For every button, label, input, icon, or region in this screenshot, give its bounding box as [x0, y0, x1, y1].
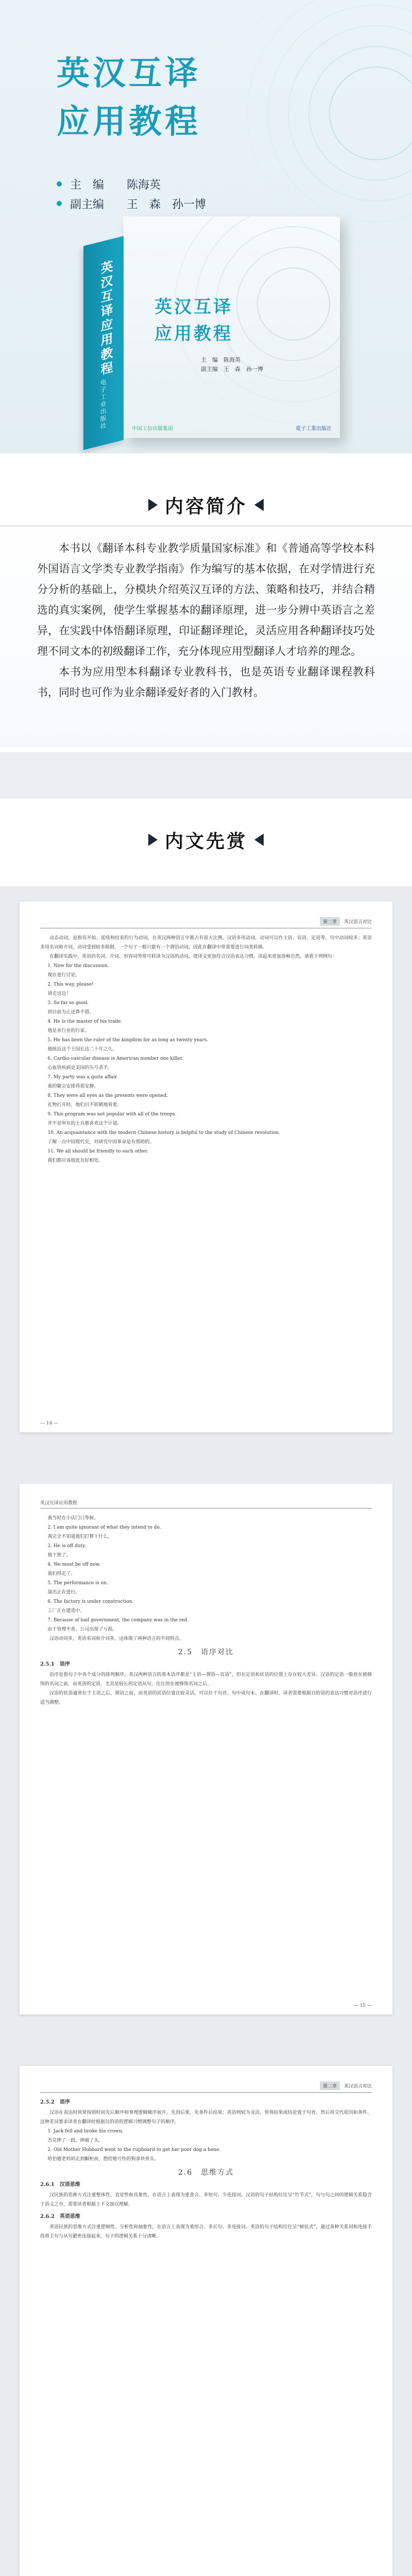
example-line: 由于管理不善，公司出现了亏损。 [47, 1627, 117, 1632]
chapter-title: 英汉语言对比 [344, 920, 372, 925]
example-line: 我当时在小店门口等候。 [47, 1516, 99, 1521]
chapter-label: 第二章 [320, 917, 340, 926]
example-line: 并不是所有的士兵都喜欢这个计划。 [47, 1121, 122, 1126]
page-body [40, 1514, 372, 1707]
sample-page-1 [20, 902, 392, 1432]
paragraph: 汉语在表达时常常按照时间先后顺序和事理逻辑顺序展开，先因后果，先条件后结果；英语则较为灵活，常将结果或结论置于句首，然后再交代原因和条件。这种差异要求译者在翻译时根据目的语的逻辑习惯调整句子的顺序。 [40, 2110, 372, 2125]
example-line: 哈伯德老妈妈走到橱柜前，想给她可怜的狗拿块骨头。 [47, 2157, 159, 2162]
example-line: 礼物打开时，他们目不转睛地看着。 [47, 1103, 122, 1108]
subsection-heading: 2.6.2 英语思维 [40, 2214, 80, 2219]
credit-role: 主 编 [70, 178, 105, 192]
intro-paragraph: 本书以《翻译本科专业教学质量国家标准》和《普通高等学校本科外国语言文学类专业教学指南》作为编写的基本依据，在对学情进行充分分析的基础上，分模块介绍英汉互译的方法、策略和技巧，并结合精选的真实案例，使学生掌握基本的翻译原理，进一步分辨中英语言之差异，在实践中体悟翻译原理，印证翻译理论，灵活应用各种翻译技巧处理不同文本的初级翻译工作，充分体现应用型翻译人才培养的理念。 [37, 542, 375, 657]
example-line: 2. This way, please! [47, 982, 94, 987]
example-line: 4. He is the master of his trade. [47, 1019, 123, 1024]
example-line: 请走这边！ [47, 991, 71, 996]
example-line: 9. This program was not popular with all of the troops. [47, 1112, 177, 1117]
triangle-left-icon [148, 834, 158, 846]
example-line: 10. An acquaintance with the modern Chinese history is helpful to the study of Chinese revolution. [47, 1130, 280, 1136]
example-line: 1. Jack fell and broke his crown. [47, 2129, 124, 2134]
publisher-group-logo: 中国工信出版集团 [132, 426, 173, 432]
example-line: 3. So far so good. [47, 1001, 89, 1006]
sample-page-3 [20, 2066, 392, 2576]
triangle-right-icon [254, 499, 264, 511]
example-line: 2. I am quite ignorant of what they intend to do. [47, 1525, 161, 1530]
spine-publisher: 电子工业出版社 [99, 378, 107, 431]
book-title [57, 49, 201, 146]
example-line: 3. He is off duty. [47, 1544, 86, 1549]
cover-title-line-1: 英汉互译 [154, 297, 233, 317]
credit-names: 王 森 孙一博 [127, 198, 207, 211]
subsection-heading: 2.5.1 语序 [40, 1662, 70, 1667]
example-line: 6. The factory is under construction. [47, 1599, 134, 1604]
example-line: 6. Cardio-vascular disease is American number one killer. [47, 1056, 183, 1061]
credit-editor [57, 174, 206, 194]
page-number: — 15 — [353, 2003, 372, 2008]
example-line: 杰克摔了一跤，摔破了头。 [47, 2138, 104, 2143]
section-header-preview [0, 814, 412, 866]
section-header-intro [0, 479, 412, 531]
example-line: 4. We must be off now. [47, 1562, 101, 1567]
example-line: 7. My party was a quite affair. [47, 1075, 118, 1080]
title-line-2: 应用教程 [57, 103, 201, 141]
example-line: 他是本行业的行家。 [47, 1028, 90, 1033]
triangle-left-icon [148, 499, 158, 511]
example-line: 7. Because of bad government, the company was in the red. [47, 1618, 189, 1623]
example-line: 8. They were all eyes as the presents were opened. [47, 1093, 168, 1098]
section-heading: 2.6 思维方式 [178, 2168, 234, 2177]
book-spine [83, 236, 124, 450]
paragraph: 汉民族的思维方式注重整体性、直觉性和具象性，在语言上表现为重意合、多短句、少连接词。汉语的句子结构往往呈“竹节式”，句与句之间的逻辑关系隐含于语义之中，需要读者根据上下文加以理解。 [40, 2193, 372, 2207]
example-line: 他统治这个王国长达二十年之久。 [47, 1047, 117, 1052]
example-line: 1. Now for the discussion. [47, 963, 109, 969]
example-line: 工厂正在建造中。 [47, 1608, 85, 1614]
publisher-logo: 電子工業出版社 [296, 426, 332, 432]
section-title: 内容简介 [164, 496, 247, 517]
book-mockup [83, 216, 351, 443]
example-line: 演出正在进行。 [47, 1590, 80, 1595]
cover-title [154, 294, 233, 347]
cover-credits [201, 355, 263, 374]
running-head [40, 1499, 372, 1506]
paragraph: 汉语的状语通常位于主语之后、谓语之前，而英语的状语位置比较灵活，可以位于句首、句中或句末。在翻译时，译者需要根据目的语的表达习惯对语序进行适当调整。 [40, 1691, 372, 1705]
book-title-header: 英汉互译应用教程 [40, 1501, 78, 1506]
credit-role: 副主编 [70, 198, 105, 211]
spine-title: 英汉互译应用教程 [98, 259, 113, 379]
chapter-label: 第二章 [320, 2081, 340, 2090]
section-heading: 2.5 语序对比 [178, 1648, 234, 1656]
divider [0, 526, 412, 527]
example-line: 我们都应该彼此友好相处。 [47, 1158, 104, 1163]
paragraph: 语序是指句子中各个成分的排列顺序。英汉两种语言的基本语序都是“主语—谓语—宾语”，但在定语和状语的位置上存在较大差异。汉语的定语一般放在被修饰的名词之前，而英语的定语，尤其是较长的定语从句，往往放在被修饰名词之后。 [40, 1672, 372, 1687]
bullet-icon [57, 201, 62, 206]
example-line: 了解一点中国现代史，对研究中国革命是有帮助的。 [47, 1140, 154, 1145]
paragraph: 在翻译实践中，英语的名词、介词、形容词等常可转译为汉语的动词，使译文更加符合汉语表达习惯，读起来更加流畅自然。请看下列例句： [49, 954, 337, 959]
header-rule [40, 1508, 372, 1509]
cover-credit-associates: 副主编 王 森 孙一博 [201, 366, 263, 372]
page-number: — 14 — [40, 1421, 59, 1426]
credit-associate-editors [57, 194, 206, 213]
bullet-icon [57, 181, 62, 187]
hero-banner [0, 0, 412, 453]
example-line: 5. He has been the ruler of the kingdom for as long as twenty years. [47, 1038, 209, 1043]
credit-names: 陈海英 [127, 178, 161, 192]
example-line: 2. Old Mother Hubbard went to the cupboard to get her poor dog a bone. [47, 2147, 221, 2153]
title-line-1: 英汉互译 [57, 55, 201, 93]
sample-page-2 [20, 1484, 392, 2014]
book-cover [124, 216, 340, 438]
example-line: 到目前为止还算不错。 [47, 1010, 94, 1015]
example-line: 心血管疾病是美国的头号杀手。 [47, 1065, 113, 1071]
example-line: 5. The performance is on. [47, 1581, 108, 1586]
divider-band [0, 752, 412, 799]
intro-text [37, 538, 375, 703]
example-line: 现在进行讨论。 [47, 973, 80, 978]
subsection-heading: 2.6.1 汉语思维 [40, 2182, 80, 2188]
page-body [40, 934, 372, 1165]
paragraph: 英语民族的思维方式注重逻辑性、分析性和抽象性，在语言上表现为重形合、多长句、多连接词。英语的句子结构往往呈“树状式”，通过各种关系词和连接手段将主句与从句紧密连接起来，句子的逻辑关系十分清晰。 [40, 2225, 372, 2239]
paragraph: 动态动词，是指有开始、延续和结束的行为动词，在英汉两种语言中都占有很大比例。汉语多用动词，动词可以作主语、宾语、定语等，句中动词较多；英语多用名词和介词，动词受到较多限制，一个句子一般只能有一个谓语动词，因此在翻译中常需要进行词类转换。 [40, 936, 372, 950]
example-line: 我完全不知道他们打算干什么。 [47, 1534, 113, 1539]
intro-paragraph: 本书为应用型本科翻译专业教科书，也是英语专业翻译课程教科书，同时也可作为业余翻译爱好者的入门教材。 [37, 666, 375, 699]
credits [57, 174, 206, 213]
example-line: 他下班了。 [47, 1553, 71, 1558]
running-head [40, 917, 372, 926]
cover-credit-editor: 主 编 陈海英 [201, 357, 241, 363]
page-body [40, 2098, 372, 2241]
paragraph: 汉语动词多，英语名词和介词多，这体现了两种语言的不同特点。 [49, 1636, 184, 1641]
section-title: 内文先赏 [164, 831, 247, 852]
running-head [40, 2081, 372, 2090]
cover-title-line-2: 应用教程 [154, 324, 233, 344]
example-line: 11. We all should be friendly to each other. [47, 1149, 149, 1154]
subsection-heading: 2.5.2 语序 [40, 2099, 70, 2105]
chapter-title: 英汉语言对比 [344, 2084, 372, 2089]
triangle-right-icon [254, 834, 264, 846]
example-line: 我们得走了。 [47, 1571, 76, 1577]
example-line: 我的聚会安排得很安静。 [47, 1084, 99, 1089]
header-rule [40, 2092, 372, 2093]
